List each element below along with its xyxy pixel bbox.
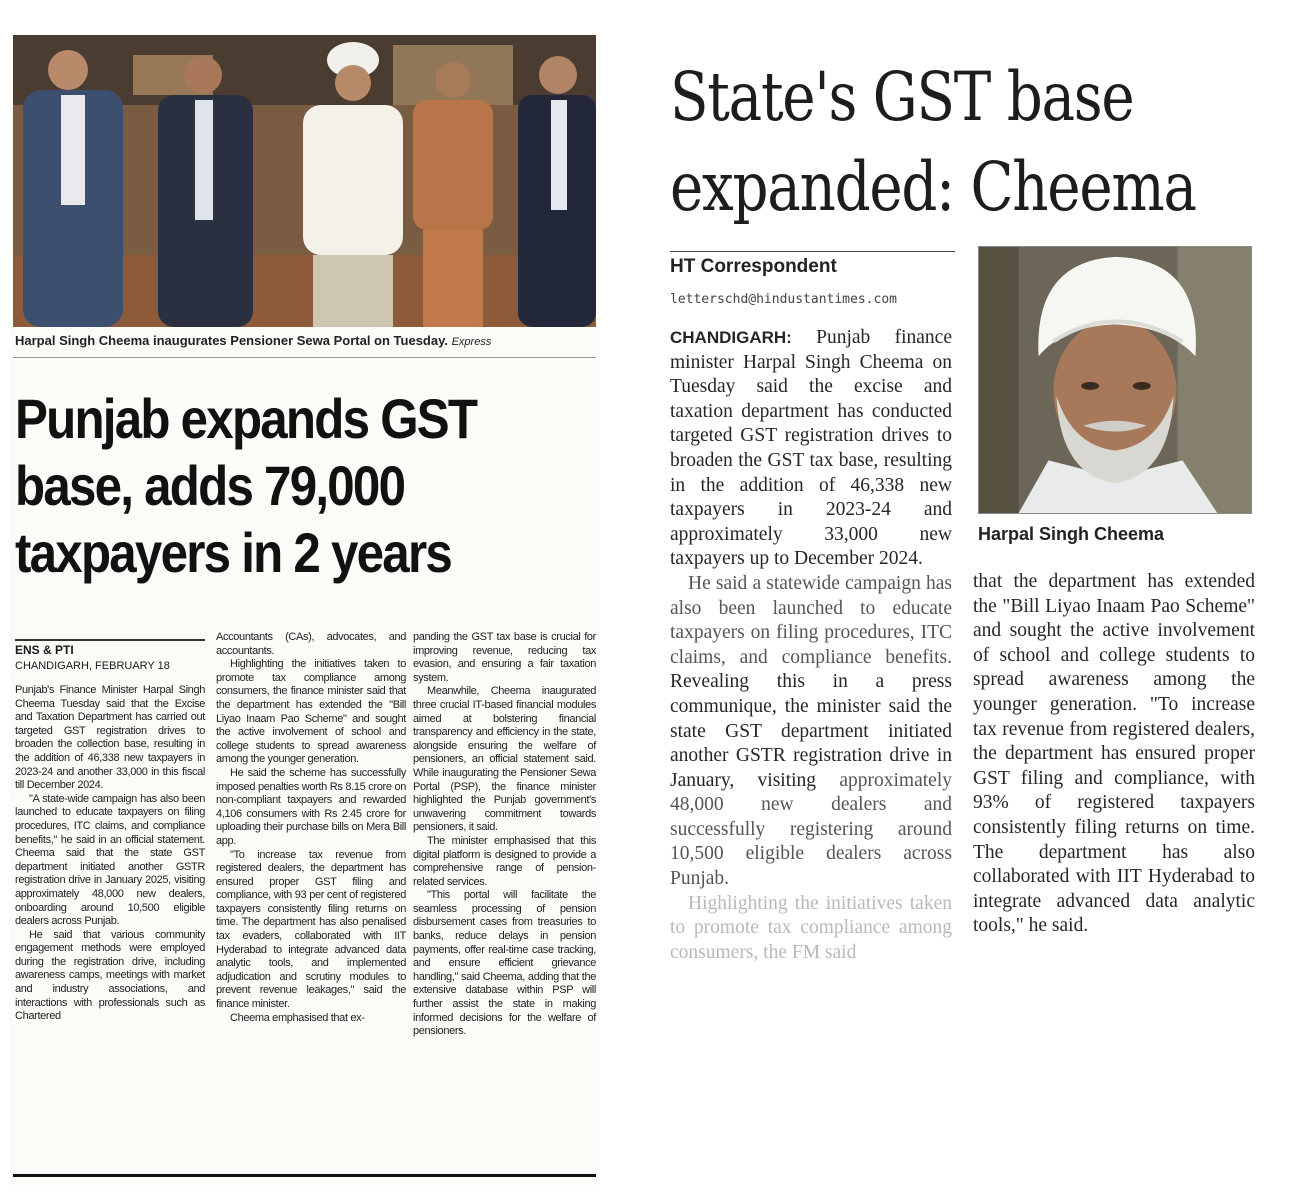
photo-credit: Express: [451, 336, 492, 348]
headline: [670, 52, 1196, 232]
paragraph: The minister emphasised that this digital platform is designed to provide a comprehensive range of pension-related services.: [413, 834, 596, 888]
paragraph: that the department has extended the "Bill Liyao Inaam Pao Scheme" and sought the active involvement of school and college students to spread awareness among the younger generation. "To increase tax revenue from registered dealers, the department has ensured proper GST filing and compliance, with 93% of registered taxpayers consistently filing returns on time. The department has also collaborated with IIT Hyderabad to integrate advanced data analytic tools," he said.: [973, 571, 1255, 937]
photo-caption: [15, 333, 595, 348]
faded-text: He said a statewide campaign has also been launched to educate taxpayers on filing procedures, ITC claims, and compliance benefits.: [670, 572, 952, 668]
portrait-caption: Harpal Singh Cheema: [978, 524, 1165, 544]
article-column-1: [670, 326, 952, 965]
right-newspaper-clipping: [640, 0, 1270, 1050]
paragraph: He said that various community engagement methods were employed during the registration drive, including awareness camps, meetings with market and industry associations, and interactions with professionals such as Chartered: [15, 928, 205, 1023]
dateline: CHANDIGARH:: [670, 328, 792, 347]
paragraph: Highlighting the initiatives taken to promote tax compliance among consumers, the finance minister said that the department has extended the "Bill Liyao Inaam Pao Scheme" and sought the active involvement of school and college students to spread awareness among the younger generation.: [216, 658, 406, 766]
headline-line-2: base, adds 79,000: [15, 454, 405, 517]
byline-divider: [670, 251, 955, 252]
dateline: CHANDIGARH, FEBRUARY 18: [15, 660, 170, 672]
left-newspaper-clipping: [10, 33, 600, 1185]
headline-line-2: expanded: Cheema: [670, 148, 1196, 226]
paragraph: panding the GST tax base is crucial for improving revenue, reducing tax evasion, and ensuring a fair taxation system.: [413, 631, 596, 684]
paragraph: Meanwhile, Cheema inaugurated three crucial IT-based financial modules aimed at bolstering financial transparency and efficiency in the state, alongside ensuring the welfare of pensioners, an official statement said. While inaugurating the Pensioner Sewa Portal (PSP), the finance minister highlighted the Punjab government's unwavering commitment towards pensioners, it said.: [413, 685, 596, 834]
article-column-1: [15, 684, 205, 1024]
headline-line-1: Punjab expands GST: [15, 387, 477, 450]
minister-portrait: [978, 246, 1252, 514]
byline: HT Correspondent: [670, 256, 837, 277]
headline-line-3: taxpayers in 2 years: [15, 521, 452, 584]
paragraph: "To increase tax revenue from registered dealers, the department has ensured proper GST filing and compliance, with 93 per cent of registered taxpayers consistently filing returns on time. The department has also penalised tax evaders, collaborated with IIT Hyderabad to integrate advanced data analytic tools, and implemented adjudication and scrutiny modules to prevent revenue leakages," said the finance minister.: [216, 848, 406, 1011]
paragraph-text: Revealing this in a press communique, the minister said the state GST department initiated another GSTR registration drive in January, visiting: [670, 671, 952, 791]
author-email: letterschd@hindustantimes.com: [670, 292, 897, 307]
paragraph: Cheema emphasised that ex-: [230, 1011, 365, 1024]
paragraph-text: Punjab finance minister Harpal Singh Cheema on Tuesday said the excise and taxation department has conducted targeted GST registration drives to broaden the GST tax base, resulting in the addition of 46,338 new taxpayers in 2023-24 and approximately 33,000 new taxpayers up to December 2024.: [670, 327, 952, 570]
article-column-2: [216, 631, 406, 1025]
inauguration-photo: [13, 35, 596, 327]
article-column-2: [973, 570, 1255, 939]
paragraph: Accountants (CAs), advocates, and accountants.: [216, 631, 406, 657]
paragraph: He said the scheme has successfully imposed penalties worth Rs 8.15 crore on non-compliant taxpayers and rewarded 4,106 consumers with Rs 2.45 crore for uploading their purchase bills on Mera Bill app.: [216, 766, 406, 847]
paragraph: Highlighting the initiatives taken to promote tax compliance among consumers, the FM said: [670, 892, 952, 963]
faded-text: approximately 48,000 new dealers and successfully registering around 10,500 eligible dealers across Punjab.: [670, 769, 952, 890]
article-column-3: [413, 631, 596, 1039]
headline-line-1: State's GST base: [670, 58, 1134, 136]
headline: [15, 385, 530, 586]
paragraph: "A state-wide campaign has also been launched to educate taxpayers on filing procedures, ITC claims, and compliance benefits," he said in an official statement. Cheema said that the state GST department initiated another GSTR registration drive in January 2025, visiting approximately 48,000 new dealers, onboarding around 10,500 eligible dealers across Punjab.: [15, 792, 205, 928]
portrait-illustration: [979, 247, 1251, 513]
bottom-rule: [13, 1174, 596, 1177]
caption-divider: [13, 357, 596, 358]
photo-caption-text: Harpal Singh Cheema inaugurates Pensioner Sewa Portal on Tuesday.: [15, 333, 448, 348]
paragraph: "This portal will facilitate the seamless processing of pension disbursement cases from treasuries to banks, reduce delays in pension payments, offer real-time case tracking, and ensure efficient grievance handling," said Cheema, adding that the extensive database within PSP will further assist the state in making informed decisions for the welfare of pensioners.: [413, 889, 596, 1038]
paragraph: [670, 326, 952, 572]
photo-illustration: [13, 35, 596, 327]
byline: ENS & PTI: [15, 643, 74, 657]
paragraph: [670, 572, 952, 892]
paragraph: Punjab's Finance Minister Harpal Singh Cheema Tuesday said that the Excise and Taxation Department has carried out targeted GST registration drives to broaden the collection base, resulting in the addition of 46,338 new taxpayers in 2023-24 and another 33,000 in this fiscal till December 2024.: [15, 684, 205, 792]
byline-divider: [15, 639, 205, 641]
